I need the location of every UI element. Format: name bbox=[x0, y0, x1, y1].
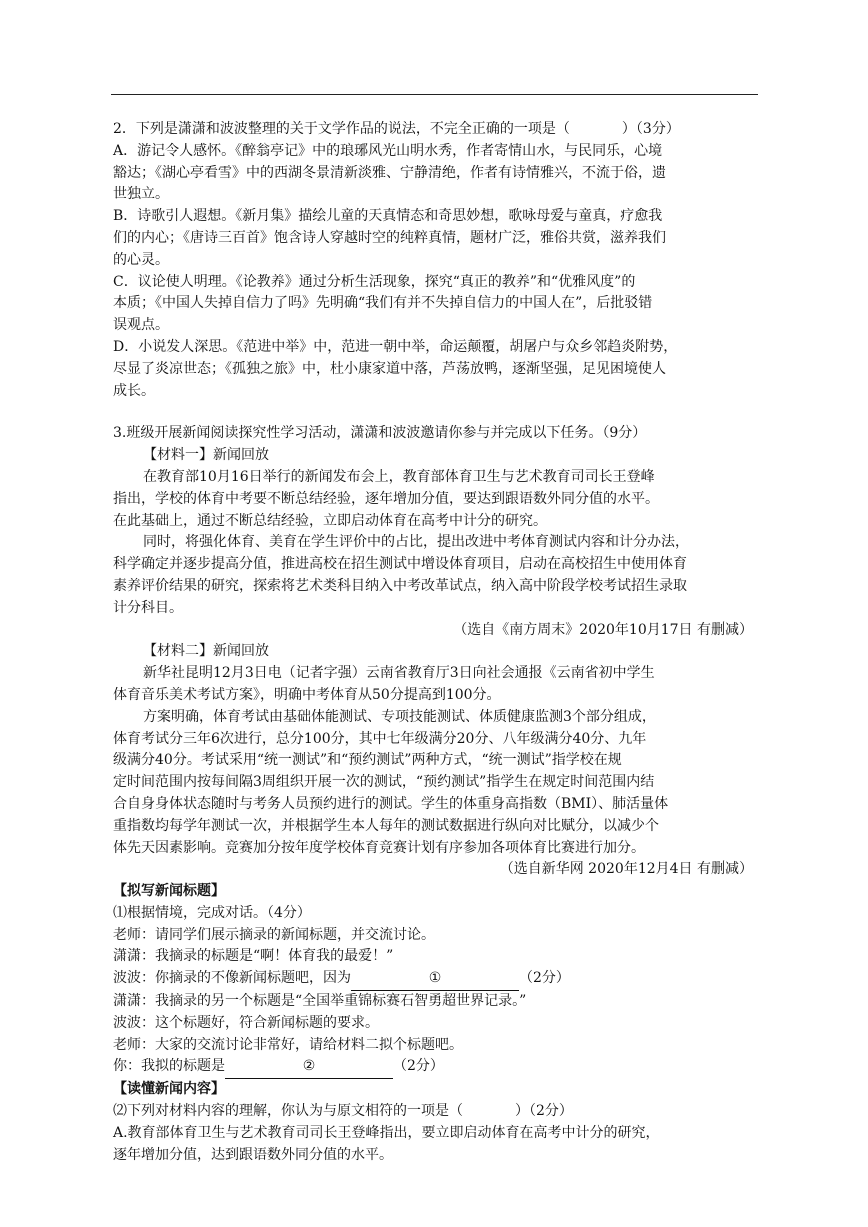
sub-question-2: ⑵下列对材料内容的理解，你认为与原文相符的一项是（ ）（2分） bbox=[113, 1103, 573, 1120]
material-two-line: 合自身身体状态随时与考务人员预约进行的测试。学生的体重身高指数（BMI）、肺活量体 bbox=[113, 795, 669, 812]
material-two-line: 体育考试分三年6次进行，总分100分，其中七年级满分20分、八年级满分40分、九年 bbox=[113, 730, 647, 747]
material-one-line: 科学确定并逐步提高分值，推进高校在招生测试中增设体育项目，启动在高校招生中使用体育 bbox=[113, 556, 687, 573]
header-rule bbox=[111, 94, 758, 95]
dialogue-line-blank-1: 波波：你摘录的不像新闻标题吧，因为 ① （2分） bbox=[113, 968, 763, 991]
material-two-line: 定时间范围内按每间隔3周组织开展一次的测试，“预约测试”指学生在规定时间范围内结 bbox=[113, 774, 655, 791]
q2-option-b-line: 的心灵。 bbox=[113, 251, 169, 268]
material-two-line: 重指数均每学年测试一次，并根据学生本人每年的测试数据进行纵向对比赋分，以减少个 bbox=[113, 817, 659, 834]
exam-page bbox=[113, 119, 763, 1166]
material-two-title: 【材料二】新闻回放 bbox=[143, 643, 269, 660]
answer-blank-1[interactable]: ① bbox=[351, 968, 519, 991]
q2-option-b-line: 们的内心；《唐诗三百首》饱含诗人穿越时空的纯粹真情，题材广泛，雅俗共赏，滋养我们 bbox=[113, 229, 666, 246]
material-two-source: （选自新华网 2020年12月4日 有删减） bbox=[499, 861, 753, 878]
q2-option-d-line: D．小说发人深思。《范进中举》中，范进一朝中举，命运颠覆，胡屠户与众乡邻趋炎附势， bbox=[113, 338, 678, 355]
material-one-line: 素养评价结果的研究，探索将艺术类科目纳入中考改革试点，纳入高中阶段学校考试招生录取 bbox=[113, 577, 687, 594]
section-headline-writing: 【拟写新闻标题】 bbox=[113, 883, 225, 900]
q2-option-c-line: 本质；《中国人失掉自信力了吗》先明确“我们有并不失掉自信力的中国人在”，后批驳错 bbox=[113, 295, 653, 312]
material-one-source: （选自《南方周末》2020年10月17日 有删减） bbox=[453, 621, 753, 638]
sub-question-2-option-a-line: 逐年增加分值，达到跟语数外同分值的水平。 bbox=[113, 1146, 393, 1163]
dialogue-line: 老师：大家的交流讨论非常好，请给材料二拟个标题吧。 bbox=[113, 1036, 463, 1053]
dialogue-line: 潇潇：我摘录的标题是“啊！体育我的最爱！” bbox=[113, 948, 394, 965]
q2-option-d-line: 成长。 bbox=[113, 382, 155, 399]
q2-option-a-line: A．游记令人感怀。《醉翁亭记》中的琅琊风光山明水秀，作者寄情山水，与民同乐，心境 bbox=[113, 142, 663, 159]
dialogue-line: 潇潇：我摘录的另一个标题是“全国举重锦标赛石智勇超世界记录。” bbox=[113, 993, 527, 1010]
sub-question-2-option-a-line: A.教育部体育卫生与艺术教育司司长王登峰指出，要立即启动体育在高考中计分的研究， bbox=[113, 1124, 660, 1141]
q2-option-c-line: C．议论使人明理。《论教养》通过分析生活现象，探究“真正的教养”和“优雅风度”的 bbox=[113, 273, 636, 290]
dialogue-line: 老师：请同学们展示摘录的新闻标题，并交流讨论。 bbox=[113, 926, 435, 943]
material-one-title: 【材料一】新闻回放 bbox=[143, 447, 269, 464]
dialogue-line: 波波：这个标题好，符合新闻标题的要求。 bbox=[113, 1014, 379, 1031]
q2-option-a-line: 豁达；《湖心亭看雪》中的西湖冬景清新淡雅、宁静清绝，作者有诗情雅兴，不流于俗，遗 bbox=[113, 164, 666, 181]
material-two-line: 新华社昆明12月3日电（记者字强）云南省教育厅3日向社会通报《云南省初中学生 bbox=[143, 665, 655, 682]
material-one-line: 计分科目。 bbox=[113, 599, 183, 616]
answer-blank-2[interactable]: ② bbox=[225, 1056, 393, 1079]
dialogue-line-blank-2: 你：我拟的标题是 ② （2分） bbox=[113, 1056, 763, 1079]
material-one-line: 指出，学校的体育中考要不断总结经验，逐年增加分值，要达到跟语数外同分值的水平。 bbox=[113, 490, 659, 507]
sub-question-1: ⑴根据情境，完成对话。（4分） bbox=[113, 904, 311, 921]
q2-option-c-line: 误观点。 bbox=[113, 317, 169, 334]
material-two-line: 级满分40分。考试采用“统一测试”和“预约测试”两种方式，“统一测试”指学校在规 bbox=[113, 752, 622, 769]
section-reading-content: 【读懂新闻内容】 bbox=[113, 1081, 225, 1098]
q2-stem: 2．下列是潇潇和波波整理的关于文学作品的说法，不完全正确的一项是（ ）（3分） bbox=[113, 121, 680, 137]
spacer bbox=[113, 402, 763, 423]
material-one-line: 在教育部10月16日举行的新闻发布会上，教育部体育卫生与艺术教育司司长王登峰 bbox=[143, 468, 655, 485]
material-two-line: 方案明确，体育考试由基础体能测试、专项技能测试、体质健康监测3个部分组成， bbox=[143, 708, 656, 725]
material-one-line: 在此基础上，通过不断总结经验，立即启动体育在高考中计分的研究。 bbox=[113, 512, 547, 529]
q3-stem: 3.班级开展新闻阅读探究性学习活动，潇潇和波波邀请你参与并完成以下任务。（9分） bbox=[113, 425, 647, 442]
q2-option-b-line: B．诗歌引人遐想。《新月集》描绘儿童的天真情态和奇思妙想，歌咏母爱与童真，疗愈我 bbox=[113, 208, 663, 225]
material-two-line: 体育音乐美术考试方案》，明确中考体育从50分提高到100分。 bbox=[113, 686, 501, 703]
material-one-line: 同时，将强化体育、美育在学生评价中的占比，提出改进中考体育测试内容和计分办法， bbox=[143, 534, 689, 551]
q2-option-d-line: 尽显了炎凉世态；《孤独之旅》中，杜小康家道中落，芦荡放鸭，逐渐坚强，足见困境使人 bbox=[113, 360, 666, 377]
material-two-line: 体先天因素影响。竞赛加分按年度学校体育竞赛计划有序参加各项体育比赛进行加分。 bbox=[113, 839, 645, 856]
q2-option-a-line: 世独立。 bbox=[113, 186, 169, 203]
